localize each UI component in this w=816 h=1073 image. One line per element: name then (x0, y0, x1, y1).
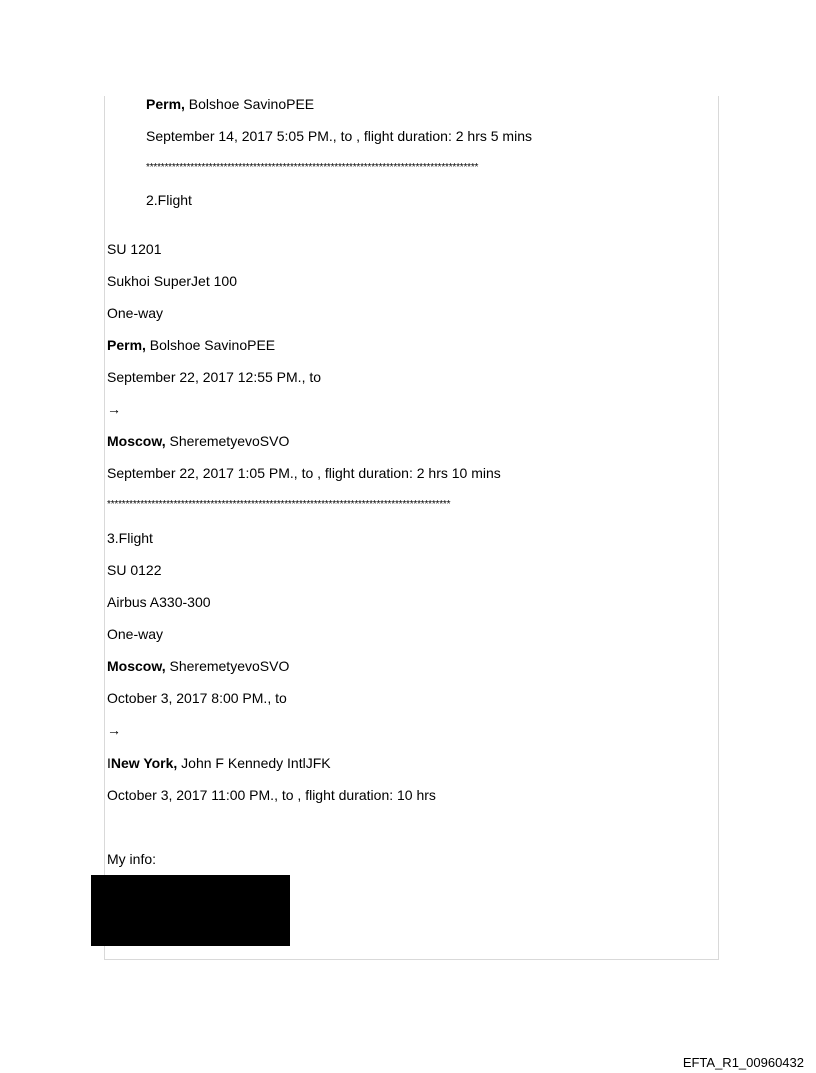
flight3-number: SU 0122 (107, 562, 162, 578)
itinerary-frame (104, 96, 719, 960)
redaction-block (91, 875, 290, 946)
flight2-departure-time: September 22, 2017 12:55 PM., to (107, 369, 322, 385)
flight3-heading: 3.Flight (107, 530, 153, 546)
flight3-arrival-line (107, 755, 331, 771)
flight2-arrival-time: September 22, 2017 1:05 PM., to , flight duration: 2 hrs 10 mins (107, 465, 501, 481)
flight3-departure-line (107, 658, 289, 674)
flight3-departure-airport: SheremetyevoSVO (165, 658, 290, 674)
flight2-heading: 2.Flight (146, 192, 192, 208)
flight2-separator: ********************************************************************************************* (107, 499, 451, 510)
flight2-number: SU 1201 (107, 241, 162, 257)
flight2-departure-city: Perm, (107, 337, 146, 353)
flight3-arrival-prefix: I (107, 755, 111, 771)
flight3-arrow: → (107, 722, 121, 738)
flight2-departure-line (107, 337, 275, 353)
flight1-separator: ****************************************************************************************** (146, 162, 479, 173)
flight2-arrival-line (107, 433, 289, 449)
flight2-departure-airport: Bolshoe SavinoPEE (145, 337, 276, 353)
flight1-arrival-city: Perm, (146, 96, 185, 112)
flight2-arrival-city: Moscow, (107, 433, 166, 449)
flight2-trip-type: One-way (107, 305, 164, 321)
flight1-arrival-line (146, 96, 314, 112)
flight3-arrival-airport: John F Kennedy IntlJFK (177, 755, 331, 771)
my-info-label: My info: (107, 851, 157, 867)
flight2-arrival-airport: SheremetyevoSVO (165, 433, 290, 449)
flight3-arrival-city: New York, (110, 755, 178, 771)
flight3-trip-type: One-way (107, 626, 164, 642)
flight2-aircraft: Sukhoi SuperJet 100 (107, 273, 237, 289)
document-id: EFTA_R1_00960432 (682, 1055, 804, 1070)
flight1-arrival-time: September 14, 2017 5:05 PM., to , flight duration: 2 hrs 5 mins (146, 128, 532, 144)
flight3-arrival-time: October 3, 2017 11:00 PM., to , flight duration: 10 hrs (107, 787, 436, 803)
flight3-departure-city: Moscow, (107, 658, 166, 674)
flight3-departure-time: October 3, 2017 8:00 PM., to (107, 690, 287, 706)
flight2-arrow: → (107, 401, 121, 417)
flight1-arrival-airport: Bolshoe SavinoPEE (184, 96, 315, 112)
flight3-aircraft: Airbus A330-300 (107, 594, 211, 610)
